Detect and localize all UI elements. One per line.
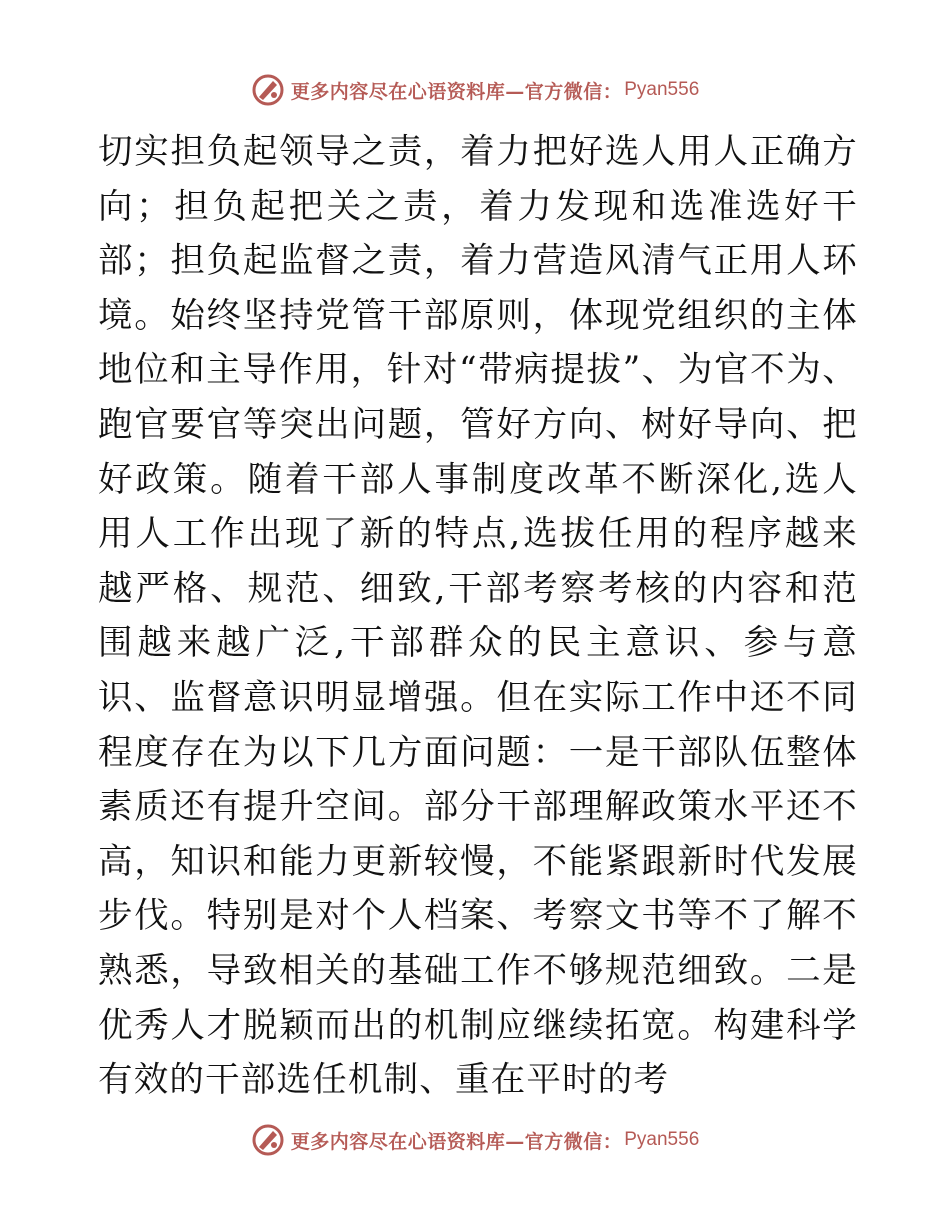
footer-watermark <box>0 1120 950 1160</box>
watermark-logo-icon <box>251 73 285 107</box>
header-watermark <box>0 70 950 110</box>
watermark-logo-icon <box>251 1123 285 1157</box>
body-paragraph: 切实担负起领导之责，着力把好选人用人正确方向；担负起把关之责，着力发现和选准选好干部；担负起监督之责，着力营造风清气正用人环境。始终坚持党管干部原则，体现党组织的主体地位和主导作用，针对“带病提拔”、为官不为、跑官要官等突出问题，管好方向、树好导向、把好政策。随着干部人事制度改革不断深化,选人用人工作出现了新的特点,选拔任用的程序越来越严格、规范、细致,干部考察考核的内容和范围越来越广泛,干部群众的民主意识、参与意识、监督意识明显增强。但在实际工作中还不同程度存在为以下几方面问题：一是干部队伍整体素质还有提升空间。部分干部理解政策水平还不高，知识和能力更新较慢，不能紧跟新时代发展步伐。特别是对个人档案、考察文书等不了解不熟悉，导致相关的基础工作不够规范细致。二是优秀人才脱颖而出的机制应继续拓宽。构建科学有效的干部选任机制、重在平时的考 <box>98 132 858 1101</box>
watermark-id: Pyan556 <box>624 1129 700 1150</box>
watermark-text: 更多内容尽在心语资料库—官方微信： <box>290 80 623 103</box>
watermark-id: Pyan556 <box>624 79 700 100</box>
watermark-text: 更多内容尽在心语资料库—官方微信： <box>290 1130 623 1153</box>
document-body <box>98 125 858 1108</box>
